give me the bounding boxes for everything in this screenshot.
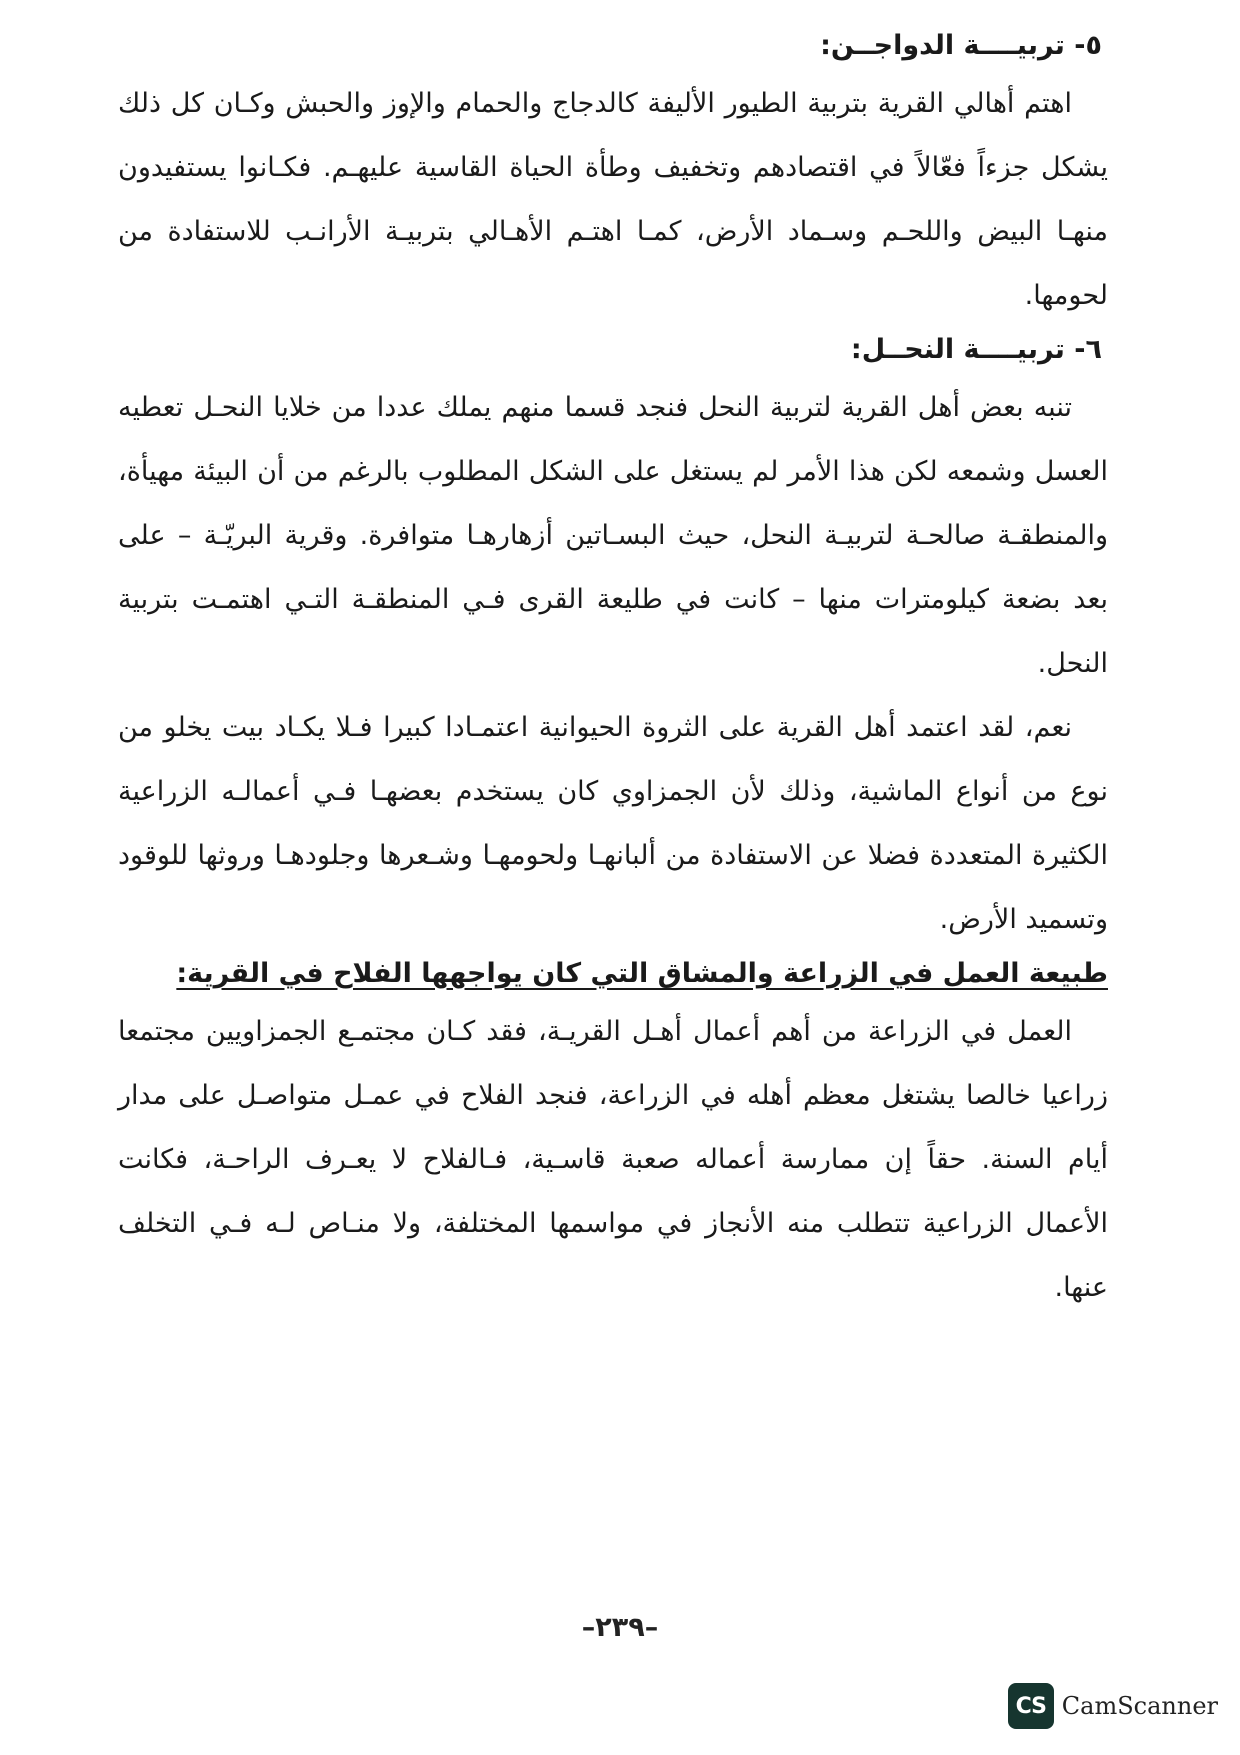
camscanner-logo-icon: CS	[1008, 1683, 1054, 1729]
page-number: –٢٣٩–	[581, 1612, 659, 1643]
section5-paragraph: اهتم أهالي القرية بتربية الطيور الأليفة كالدجاج والحمام والإوز والحبش وكـان كل ذلك يشكل جزءاً فعّالاً في اقتصادهم وتخفيف وطأة الحياة القاسية عليهـم. فكـانوا يستفيدون منهـا البيض واللحـم وسـماد الأرض، كمـا اهتـم الأهـالي بتربيـة الأرانـب للاستفادة من لحومها.	[118, 88, 1108, 311]
camscanner-watermark	[1008, 1683, 1218, 1729]
livestock-paragraph: نعم، لقد اعتمد أهل القرية على الثروة الحيوانية اعتمـادا كبيرا فـلا يكـاد بيت يخلو من نوع من أنواع الماشية، وذلك لأن الجمزاوي كان يستخدم بعضهـا فـي أعمالـه الزراعية الكثيرة المتعددة فضلا عن الاستفادة من ألبانهـا ولحومهـا وشـعرها وجلودهـا وروثها للوقود وتسميد الأرض.	[118, 712, 1108, 935]
section5-heading: ٥- تربيــــة الدواجــن:	[820, 30, 1102, 61]
section6-heading: ٦- تربيــــة النحــل:	[850, 334, 1102, 365]
work-paragraph: العمل في الزراعة من أهم أعمال أهـل القريـة، فقد كـان مجتمـع الجمزاويين مجتمعا زراعيا خالصا يشتغل معظم أهله في الزراعة، فنجد الفلاح في عمـل متواصـل على مدار أيام السنة. حقاً إن ممارسة أعماله صعبة قاسـية، فـالفلاح لا يعـرف الراحـة، فكانت الأعمال الزراعية تتطلب منه الأنجاز في مواسمها المختلفة، ولا منـاص لـه فـي التخلف عنها.	[118, 1016, 1108, 1303]
camscanner-brand-text: CamScanner	[1061, 1692, 1218, 1720]
page-body	[118, 26, 1108, 1320]
section6-paragraph: تنبه بعض أهل القرية لتربية النحل فنجد قسما منهم يملك عددا من خلايا النحـل تعطيه العسل وشمعه لكن هذا الأمر لم يستغل على الشكل المطلوب بالرغم من أن البيئة مهيأة، والمنطقـة صالحـة لتربيـة النحل، حيث البسـاتين أزهارهـا متوافرة. وقرية البريّـة – على بعد بضعة كيلومترات منها – كانت في طليعة القرى فـي المنطقـة التـي اهتمـت بتربية النحل.	[118, 392, 1108, 679]
main-heading: طبيعة العمل في الزراعة والمشاق التي كان يواجهها الفلاح في القرية:	[176, 958, 1108, 989]
